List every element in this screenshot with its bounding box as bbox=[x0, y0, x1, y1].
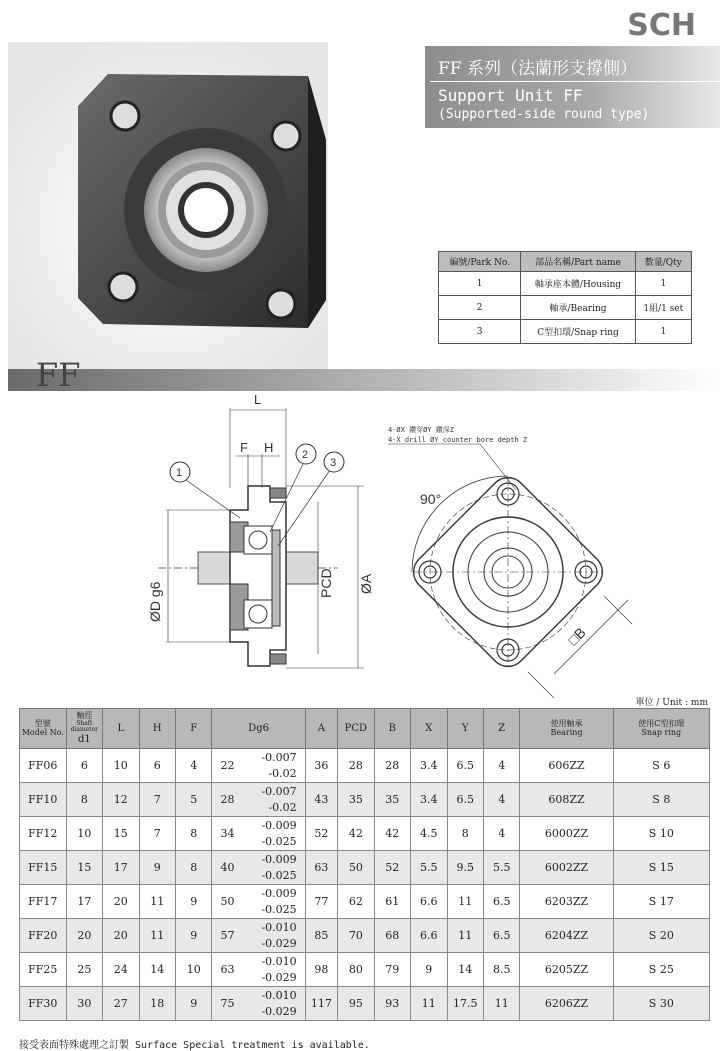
cell-Dg6-tu: -0.007 bbox=[261, 785, 297, 798]
cell-Dg6-tl: -0.02 bbox=[268, 767, 297, 780]
cell-PCD: 42 bbox=[338, 817, 374, 851]
cell-Dg6-tu: -0.010 bbox=[261, 989, 297, 1002]
cell-L: 20 bbox=[103, 885, 139, 919]
cell-Z: 4 bbox=[483, 749, 519, 783]
parts-cell: 1組/1 set bbox=[635, 296, 691, 320]
cell-model: FF10 bbox=[20, 783, 67, 817]
dim-B: □B bbox=[564, 624, 589, 649]
cell-Dg6-tu: -0.010 bbox=[261, 955, 297, 968]
cell-B: 42 bbox=[374, 817, 410, 851]
cell-X: 4.5 bbox=[411, 817, 447, 851]
dim-A: ØA bbox=[358, 573, 374, 594]
cell-Dg6-D: 63 bbox=[220, 963, 235, 976]
table-row bbox=[20, 919, 710, 953]
cell-Dg6-tl: -0.025 bbox=[261, 869, 297, 882]
cell-d1: 8 bbox=[66, 783, 102, 817]
cell-B: 35 bbox=[374, 783, 410, 817]
title-divider bbox=[430, 81, 720, 82]
th-PCD: PCD bbox=[338, 709, 374, 749]
cell-d1: 30 bbox=[66, 987, 102, 1021]
cell-H: 7 bbox=[139, 783, 175, 817]
drill-note-cn: 4-ØX 鑽穿ØY 鑽深Z bbox=[388, 426, 454, 434]
cell-PCD: 28 bbox=[338, 749, 374, 783]
cell-Y: 11 bbox=[447, 885, 483, 919]
cell-Dg6 bbox=[212, 749, 305, 783]
cell-snap: S 25 bbox=[613, 953, 709, 987]
dim-H: H bbox=[264, 440, 274, 455]
th-Y: Y bbox=[447, 709, 483, 749]
cell-Y: 6.5 bbox=[447, 783, 483, 817]
cell-model: FF25 bbox=[20, 953, 67, 987]
cell-Dg6-tl: -0.029 bbox=[261, 1005, 297, 1018]
cell-Y: 11 bbox=[447, 919, 483, 953]
cell-Z: 8.5 bbox=[483, 953, 519, 987]
cell-Dg6-D: 34 bbox=[220, 827, 235, 840]
cell-Dg6-tu: -0.009 bbox=[261, 819, 297, 832]
cell-H: 14 bbox=[139, 953, 175, 987]
th-F: F bbox=[176, 709, 212, 749]
parts-cell: C型扣環/Snap ring bbox=[521, 320, 635, 344]
parts-cell: 軸承/Bearing bbox=[521, 296, 635, 320]
cell-d1: 17 bbox=[66, 885, 102, 919]
parts-cell: 3 bbox=[439, 320, 521, 344]
cell-PCD: 80 bbox=[338, 953, 374, 987]
cell-snap: S 30 bbox=[613, 987, 709, 1021]
product-photo bbox=[8, 42, 328, 372]
cell-Dg6 bbox=[212, 987, 305, 1021]
cell-Dg6-tu: -0.009 bbox=[261, 887, 297, 900]
cell-model: FF30 bbox=[20, 987, 67, 1021]
cell-Z: 4 bbox=[483, 817, 519, 851]
cell-H: 7 bbox=[139, 817, 175, 851]
cell-Dg6-tl: -0.029 bbox=[261, 937, 297, 950]
cell-Dg6 bbox=[212, 817, 305, 851]
callout-1: 1 bbox=[176, 467, 183, 479]
cell-L: 15 bbox=[103, 817, 139, 851]
cell-PCD: 70 bbox=[338, 919, 374, 953]
table-row bbox=[20, 749, 710, 783]
cell-d1: 10 bbox=[66, 817, 102, 851]
cell-Y: 9.5 bbox=[447, 851, 483, 885]
dim-F: F bbox=[240, 440, 248, 455]
cell-bearing: 6204ZZ bbox=[520, 919, 613, 953]
table-row bbox=[20, 783, 710, 817]
cell-Z: 4 bbox=[483, 783, 519, 817]
cell-d1: 15 bbox=[66, 851, 102, 885]
spec-table bbox=[19, 708, 710, 1021]
cell-A: 77 bbox=[305, 885, 337, 919]
cell-L: 10 bbox=[103, 749, 139, 783]
th-bearing: 使用軸承 Bearing bbox=[520, 709, 613, 749]
cell-H: 6 bbox=[139, 749, 175, 783]
cell-L: 17 bbox=[103, 851, 139, 885]
cell-Dg6-tl: -0.025 bbox=[261, 903, 297, 916]
cell-bearing: 608ZZ bbox=[520, 783, 613, 817]
cell-Dg6-tu: -0.007 bbox=[261, 751, 297, 764]
cell-B: 52 bbox=[374, 851, 410, 885]
th-Z: Z bbox=[483, 709, 519, 749]
cell-H: 18 bbox=[139, 987, 175, 1021]
cell-Dg6-tl: -0.02 bbox=[268, 801, 297, 814]
cell-Dg6-tu: -0.010 bbox=[261, 921, 297, 934]
cell-B: 93 bbox=[374, 987, 410, 1021]
cell-L: 24 bbox=[103, 953, 139, 987]
front-view bbox=[388, 444, 632, 698]
cell-F: 9 bbox=[176, 919, 212, 953]
technical-drawing bbox=[8, 392, 720, 702]
parts-cell: 1 bbox=[635, 272, 691, 296]
table-row bbox=[20, 851, 710, 885]
title-subtitle: (Supported-side round type) bbox=[438, 107, 650, 122]
cell-A: 43 bbox=[305, 783, 337, 817]
cell-Z: 6.5 bbox=[483, 919, 519, 953]
cell-Y: 14 bbox=[447, 953, 483, 987]
cell-model: FF12 bbox=[20, 817, 67, 851]
cell-snap: S 10 bbox=[613, 817, 709, 851]
cell-F: 8 bbox=[176, 817, 212, 851]
side-section-view bbox=[158, 408, 364, 668]
th-model: 型號 Model No. bbox=[20, 709, 67, 749]
th-snap: 使用C型扣環 Snap ring bbox=[613, 709, 709, 749]
cell-model: FF15 bbox=[20, 851, 67, 885]
cell-B: 28 bbox=[374, 749, 410, 783]
cell-PCD: 95 bbox=[338, 987, 374, 1021]
drill-note-en: 4-X drill ØY counter bore depth Z bbox=[388, 436, 528, 444]
cell-X: 6.6 bbox=[411, 919, 447, 953]
table-row bbox=[20, 885, 710, 919]
cell-Z: 6.5 bbox=[483, 885, 519, 919]
parts-header-no: 編號/Park No. bbox=[439, 252, 521, 272]
cell-X: 3.4 bbox=[411, 749, 447, 783]
cell-F: 9 bbox=[176, 885, 212, 919]
parts-row bbox=[439, 296, 692, 320]
cell-A: 36 bbox=[305, 749, 337, 783]
cell-snap: S 15 bbox=[613, 851, 709, 885]
footer-note: 接受表面特殊處理之訂製 Surface Special treatment is available. bbox=[19, 1040, 370, 1051]
cell-X: 6.6 bbox=[411, 885, 447, 919]
cell-F: 5 bbox=[176, 783, 212, 817]
cell-X: 9 bbox=[411, 953, 447, 987]
parts-cell: 1 bbox=[635, 320, 691, 344]
cell-bearing: 6002ZZ bbox=[520, 851, 613, 885]
cell-A: 85 bbox=[305, 919, 337, 953]
cell-PCD: 50 bbox=[338, 851, 374, 885]
parts-cell: 1 bbox=[439, 272, 521, 296]
callout-2: 2 bbox=[302, 449, 309, 461]
cell-snap: S 6 bbox=[613, 749, 709, 783]
unit-label: 單位 / Unit : mm bbox=[635, 698, 708, 708]
cell-bearing: 6000ZZ bbox=[520, 817, 613, 851]
cell-Dg6 bbox=[212, 885, 305, 919]
cell-A: 52 bbox=[305, 817, 337, 851]
cell-Dg6 bbox=[212, 953, 305, 987]
th-L: L bbox=[103, 709, 139, 749]
cell-Dg6-D: 50 bbox=[220, 895, 235, 908]
table-row bbox=[20, 817, 710, 851]
cell-Dg6-tl: -0.029 bbox=[261, 971, 297, 984]
cell-B: 79 bbox=[374, 953, 410, 987]
cell-d1: 25 bbox=[66, 953, 102, 987]
cell-B: 61 bbox=[374, 885, 410, 919]
callout-3: 3 bbox=[330, 457, 337, 469]
cell-snap: S 20 bbox=[613, 919, 709, 953]
cell-Z: 11 bbox=[483, 987, 519, 1021]
parts-row bbox=[439, 320, 692, 344]
cell-bearing: 606ZZ bbox=[520, 749, 613, 783]
cell-X: 11 bbox=[411, 987, 447, 1021]
cell-H: 11 bbox=[139, 919, 175, 953]
cell-Z: 5.5 bbox=[483, 851, 519, 885]
cell-A: 63 bbox=[305, 851, 337, 885]
th-B: B bbox=[374, 709, 410, 749]
cell-Dg6-tu: -0.009 bbox=[261, 853, 297, 866]
table-row bbox=[20, 953, 710, 987]
section-label: FF bbox=[36, 356, 81, 394]
cell-X: 5.5 bbox=[411, 851, 447, 885]
cell-Dg6-D: 28 bbox=[220, 793, 235, 806]
title-english: Support Unit FF bbox=[438, 86, 583, 105]
dim-L: L bbox=[254, 392, 262, 407]
cell-B: 68 bbox=[374, 919, 410, 953]
brand-logo: SCH bbox=[627, 8, 696, 43]
parts-header-qty: 數量/Qty bbox=[635, 252, 691, 272]
parts-header-name: 部品名稱/Part name bbox=[521, 252, 635, 272]
cell-L: 12 bbox=[103, 783, 139, 817]
cell-model: FF20 bbox=[20, 919, 67, 953]
dim-D: ØD g6 bbox=[147, 581, 163, 622]
cell-d1: 6 bbox=[66, 749, 102, 783]
cell-Dg6-D: 75 bbox=[220, 997, 235, 1010]
cell-bearing: 6206ZZ bbox=[520, 987, 613, 1021]
cell-Y: 8 bbox=[447, 817, 483, 851]
cell-Dg6 bbox=[212, 783, 305, 817]
cell-F: 10 bbox=[176, 953, 212, 987]
cell-F: 4 bbox=[176, 749, 212, 783]
cell-model: FF17 bbox=[20, 885, 67, 919]
cell-Y: 17.5 bbox=[447, 987, 483, 1021]
cell-Dg6 bbox=[212, 919, 305, 953]
title-chinese: FF 系列（法蘭形支撐側） bbox=[438, 59, 637, 79]
cell-X: 3.4 bbox=[411, 783, 447, 817]
cell-model: FF06 bbox=[20, 749, 67, 783]
dim-PCD: PCD bbox=[318, 568, 334, 598]
cell-H: 11 bbox=[139, 885, 175, 919]
angle-label: 90° bbox=[420, 491, 442, 507]
cell-snap: S 17 bbox=[613, 885, 709, 919]
cell-L: 20 bbox=[103, 919, 139, 953]
cell-F: 8 bbox=[176, 851, 212, 885]
parts-cell: 2 bbox=[439, 296, 521, 320]
parts-row bbox=[439, 272, 692, 296]
spec-header-row bbox=[20, 709, 710, 749]
cell-A: 117 bbox=[305, 987, 337, 1021]
cell-bearing: 6203ZZ bbox=[520, 885, 613, 919]
cell-Dg6 bbox=[212, 851, 305, 885]
cell-Dg6-tl: -0.025 bbox=[261, 835, 297, 848]
cell-PCD: 62 bbox=[338, 885, 374, 919]
table-row bbox=[20, 987, 710, 1021]
cell-d1: 20 bbox=[66, 919, 102, 953]
cell-L: 27 bbox=[103, 987, 139, 1021]
cell-Dg6-D: 40 bbox=[220, 861, 235, 874]
cell-bearing: 6205ZZ bbox=[520, 953, 613, 987]
cell-A: 98 bbox=[305, 953, 337, 987]
cell-snap: S 8 bbox=[613, 783, 709, 817]
cell-PCD: 35 bbox=[338, 783, 374, 817]
cell-Dg6-D: 57 bbox=[220, 929, 235, 942]
cell-Dg6-D: 22 bbox=[220, 759, 235, 772]
cell-F: 9 bbox=[176, 987, 212, 1021]
title-banner bbox=[425, 46, 720, 128]
th-A: A bbox=[305, 709, 337, 749]
parts-table bbox=[438, 251, 692, 344]
cell-Y: 6.5 bbox=[447, 749, 483, 783]
th-Dg6: Dg6 bbox=[212, 709, 305, 749]
th-H: H bbox=[139, 709, 175, 749]
cell-H: 9 bbox=[139, 851, 175, 885]
th-X: X bbox=[411, 709, 447, 749]
parts-cell: 軸承座本體/Housing bbox=[521, 272, 635, 296]
th-d1: 軸徑 Shaft diameter d1 bbox=[66, 709, 102, 749]
section-bar bbox=[8, 369, 720, 391]
